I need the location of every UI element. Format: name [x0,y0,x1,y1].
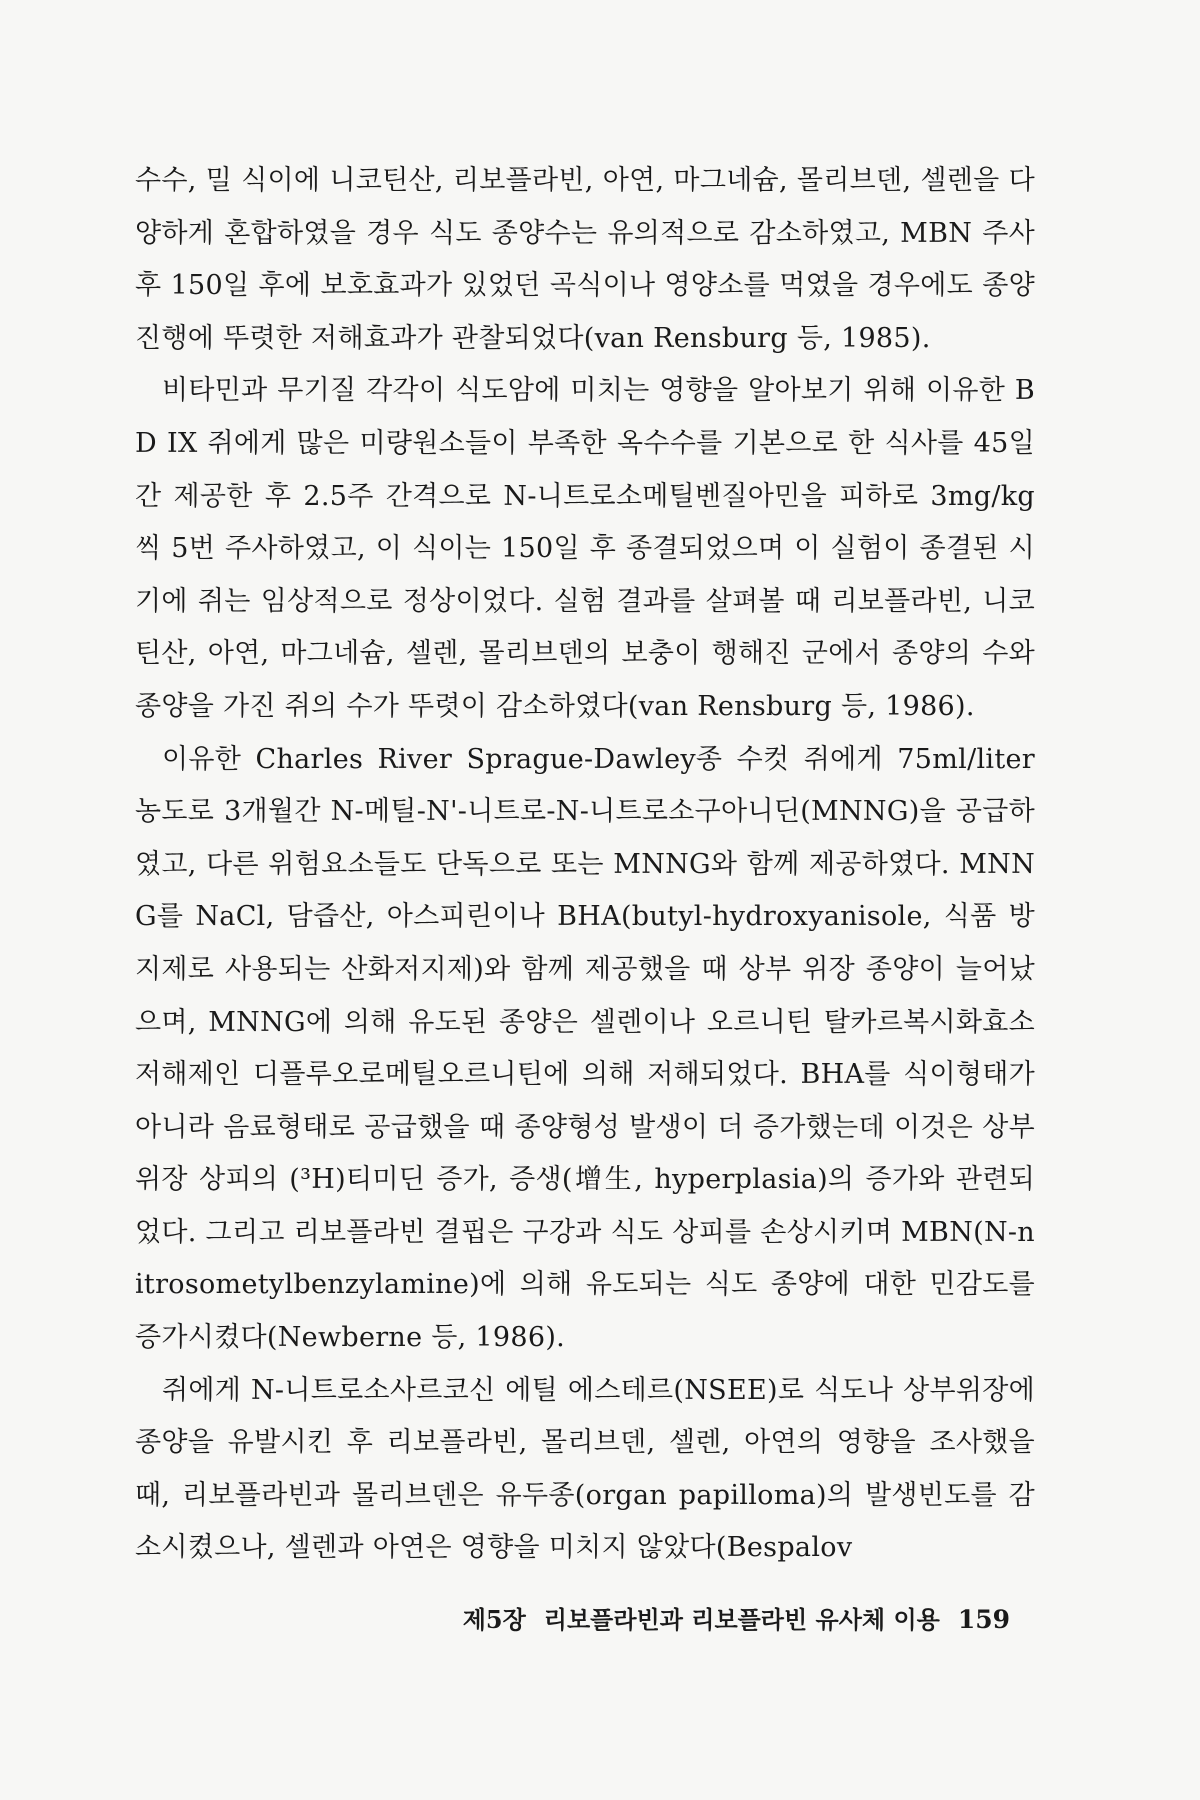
chapter-label: 제5장 [462,1605,526,1634]
paragraph-3: 이유한 Charles River Sprague-Dawley종 수컷 쥐에게 75ml/liter 농도로 3개월간 N-메틸-N'-니트로-N-니트로소구아니딘(MNNG)을 공급하였고, 다른 위험요소들도 단독으로 또는 MNNG와 함께 제공하였다. MNNG를 NaCl, 담즙산, 아스피린이나 BHA(butyl-hydroxyanisole, 식품 방지제로 사용되는 산화저지제)와 함께 제공했을 때 상부 위장 종양이 늘어났으며, MNNG에 의해 유도된 종양은 셀렌이나 오르니틴 탈카르복시화효소 저해제인 디플루오로메틸오르니틴에 의해 저해되었다. BHA를 식이형태가 아니라 음료형태로 공급했을 때 종양형성 발생이 더 증가했는데 이것은 상부위장 상피의 (³H)티미딘 증가, 증생(增生, hyperplasia)의 증가와 관련되었다. 그리고 리보플라빈 결핍은 구강과 식도 상피를 손상시키며 MBN(N-nitrosometylbenzylamine)에 의해 유도되는 식도 종양에 대한 민감도를 증가시켰다(Newberne 등, 1986). [135,743,1035,1354]
page-footer [450,1600,1010,1635]
body-text [135,155,1035,1575]
page-number: 159 [957,1605,1010,1634]
paragraph-4: 쥐에게 N-니트로소사르코신 에틸 에스테르(NSEE)로 식도나 상부위장에 종양을 유발시킨 후 리보플라빈, 몰리브덴, 셀렌, 아연의 영향을 조사했을 때, 리보플라빈과 몰리브덴은 유두종(organ papilloma)의 발생빈도를 감소시켰으나, 셀렌과 아연은 영향을 미치지 않았다(Bespalov [135,1374,1035,1564]
paragraph-2: 비타민과 무기질 각각이 식도암에 미치는 영향을 알아보기 위해 이유한 BD IX 쥐에게 많은 미량원소들이 부족한 옥수수를 기본으로 한 식사를 45일간 제공한 후 2.5주 간격으로 N-니트로소메틸벤질아민을 피하로 3mg/kg씩 5번 주사하였고, 이 식이는 150일 후 종결되었으며 이 실험이 종결된 시기에 쥐는 임상적으로 정상이었다. 실험 결과를 살펴볼 때 리보플라빈, 니코틴산, 아연, 마그네슘, 셀렌, 몰리브덴의 보충이 행해진 군에서 종양의 수와 종양을 가진 쥐의 수가 뚜렷이 감소하였다(van Rensburg 등, 1986). [135,375,1035,722]
paragraph-1: 수수, 밀 식이에 니코틴산, 리보플라빈, 아연, 마그네슘, 몰리브덴, 셀렌을 다양하게 혼합하였을 경우 식도 종양수는 유의적으로 감소하였고, MBN 주사 후 150일 후에 보호효과가 있었던 곡식이나 영양소를 먹였을 경우에도 종양 진행에 뚜렷한 저해효과가 관찰되었다(van Rensburg 등, 1985). [135,165,1035,354]
chapter-title: 리보플라빈과 리보플라빈 유사체 이용 [543,1605,940,1634]
